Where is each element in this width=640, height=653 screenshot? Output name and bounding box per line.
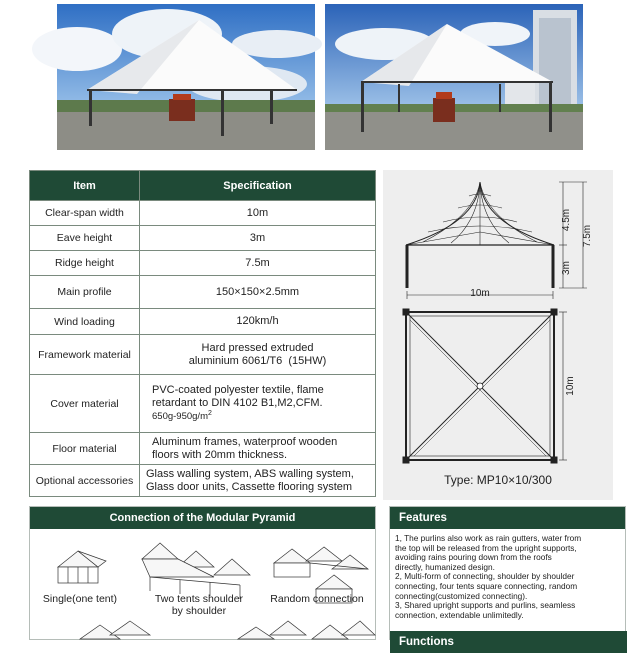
caption-two-line1: Two tents shoulder: [154, 593, 244, 605]
caption-two-line2: by shoulder: [171, 605, 227, 617]
caption-single: Single(one tent): [42, 593, 118, 605]
dim-upper-label: 4.5m: [561, 208, 572, 232]
connection-panel: [29, 506, 376, 640]
specification-table: [29, 170, 376, 497]
table-row: [30, 375, 376, 433]
spec-line: floors with 20mm thickness.: [152, 448, 288, 461]
features-text: [390, 529, 625, 622]
feature-line: avoiding rains pouring down from the roofs: [395, 552, 552, 563]
feature-line: directly, humanized design.: [395, 561, 495, 572]
feature-line: connecting, four tents square connecting, random: [395, 580, 578, 591]
spec-line: Glass door units, Cassette flooring system: [146, 480, 353, 493]
item-cell: Floor material: [30, 433, 140, 465]
dim-total-label: 7.5m: [582, 224, 593, 248]
table-row: [30, 251, 376, 276]
table-row: [30, 335, 376, 375]
table-row: [30, 226, 376, 251]
spec-cell: 120km/h: [140, 309, 376, 335]
elevation-view: [406, 182, 587, 299]
connection-illustrations: [30, 529, 375, 639]
tent-photo-right: [325, 4, 583, 150]
spec-line: retardant to DIN 4102 B1,M2,CFM.: [152, 397, 323, 409]
spec-cell: 150×150×2.5mm: [140, 276, 376, 309]
spec-line: Aluminum frames, waterproof wooden: [152, 435, 338, 448]
spec-cell: [140, 465, 376, 497]
features-panel: [389, 506, 626, 648]
spec-cell: 7.5m: [140, 251, 376, 276]
table-row: [30, 465, 376, 497]
feature-line: connecting(customized connecting).: [395, 590, 528, 601]
item-cell: Main profile: [30, 276, 140, 309]
spec-cell: 3m: [140, 226, 376, 251]
spec-cell: [140, 335, 376, 375]
dim-lower-label: 3m: [561, 261, 572, 275]
item-cell: Framework material: [30, 335, 140, 375]
item-cell: Clear-span width: [30, 201, 140, 226]
spec-line: Glass walling system, ABS walling system,: [146, 467, 354, 480]
table-row: [30, 309, 376, 335]
connection-title: Connection of the Modular Pyramid: [30, 507, 375, 529]
technical-drawing: [383, 170, 613, 500]
spec-cell: [140, 433, 376, 465]
feature-line: 2, Multi-form of connecting, shoulder by shoulder: [395, 571, 575, 582]
spec-line: PVC-coated polyester textile, flame: [152, 384, 324, 396]
spec-cell: [140, 375, 376, 433]
spec-line: 650g-950g/m: [152, 411, 208, 422]
features-title: Features: [390, 507, 625, 529]
item-cell: Optional accessories: [30, 465, 140, 497]
dim-depth-label: 10m: [565, 376, 576, 396]
table-row: [30, 201, 376, 226]
item-cell: Cover material: [30, 375, 140, 433]
superscript: 2: [207, 409, 212, 417]
item-cell: Ridge height: [30, 251, 140, 276]
dim-width-label: 10m: [470, 288, 490, 299]
spec-line: aluminium 6061/T6 (15HW): [188, 354, 327, 367]
feature-line: connection, extendable unlimitedly.: [395, 609, 524, 620]
item-cell: Eave height: [30, 226, 140, 251]
spec-cell: 10m: [140, 201, 376, 226]
feature-line: 1, The purlins also work as rain gutters, water from: [395, 533, 582, 543]
type-label: Type: MP10×10/300: [444, 473, 552, 487]
header-specification: Specification: [140, 171, 376, 201]
functions-title: Functions: [390, 631, 627, 653]
plan-view: [403, 309, 567, 463]
table-row: [30, 276, 376, 309]
tent-photo-left: [57, 4, 315, 150]
table-row: [30, 433, 376, 465]
feature-line: 3, Shared upright supports and purlins, seamless: [395, 600, 576, 611]
spec-line: Hard pressed extruded: [201, 341, 314, 354]
item-cell: Wind loading: [30, 309, 140, 335]
header-item: Item: [30, 171, 140, 201]
feature-line: the top will be released from the upright supports,: [395, 542, 577, 553]
caption-random: Random connection: [270, 593, 364, 605]
